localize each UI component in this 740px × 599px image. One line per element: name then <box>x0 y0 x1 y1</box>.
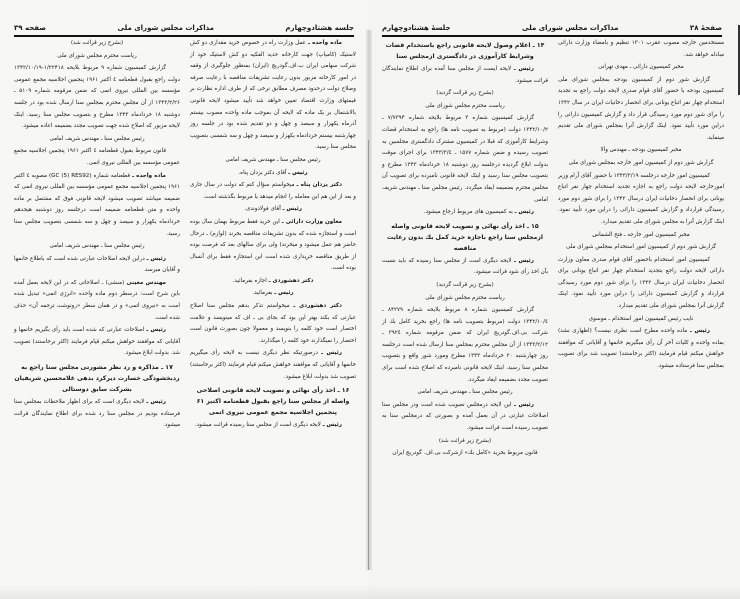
left-page <box>0 0 368 599</box>
speaker-paragraph <box>382 207 548 219</box>
speaker-paragraph <box>14 254 180 277</box>
speaker-name: ماده واحده ـ <box>132 172 166 179</box>
speech-text: به کمیسیون های مربوط ارجاع میشود. <box>423 209 513 216</box>
speech-text: لایحه دیگری است از مجلس سنا رسیده قرائت میشود. <box>194 422 321 429</box>
report-paragraph: گزارش کمیسیون شماره ۳ مربوط بلایحه شماره ۷/۷۳۹۴ ـ ۱۳۴۲/۱۰/۲ دولت (مربوط به تصویب نامه ها) راجع به استخدام قضات وشرایط کارآموزی که قبلا در کمیسیون مشترک دادگستری مجلسین به تصویب رسیده و ضمن شماره ۱۵۷۷ ـ ۱۳۴۳/۳/٤ برای اجرای موقت بدولت ابلاغ گردیده درجلسه روز دوشنبه ۱۸ خردادماه ۱۳۴۳ مطرح و بتصویب مجلس سنا رسید و اینک لایحه قانونی نامبرده برای تصویب آن مجلس محترم بضمیمه ایفاد میگردد. رئیس مجلس سنا ـ مهندس شریف امامی <box>382 115 548 203</box>
speaker-paragraph <box>14 397 180 432</box>
speech-text: میخواستم سؤال کنم که دولت در سال جاری و بعد از این هم این معامله را انجام میدهد یا مربوط بگذشته است. <box>190 182 356 200</box>
centered-line: ریاست محترم مجلس شورای ملی <box>425 294 505 301</box>
centered-line: (بشرح زیر قرائت شد) <box>438 437 492 444</box>
centered-line: مخبر کمیسیون امور خارجه ـ فتح الشماس <box>592 231 690 238</box>
centered-line: ریاست محترم مجلس شورای ملی <box>57 52 137 59</box>
scan-bottom-shadow <box>0 585 740 599</box>
centered-line: گزارش شور دوم از کمیسیون امور استخدام بمجلس شورای ملی <box>565 244 717 251</box>
speech-text: این خرید فقط مربوط بهمان سال بوده است و استجازه شده که بدون تشریفات مناقصه بخرند (لوازم) ـ درحال حاضر هم عمل میشود و میخرند) ولی برای سالهای بعد که فرصت بوده از طریق مناقصه خریداری شده است این استجازه فقط برای آنسال بوده است. <box>190 218 356 272</box>
speaker-name: رئیس ـ <box>689 328 710 335</box>
centered-line: رئیس مجلس سنا ـ مهندس شریف امامی <box>49 135 145 142</box>
right-page-number: صفحهٔ ۳۸ <box>689 24 722 32</box>
speaker-name: دکتر دهشوردی ـ <box>293 303 343 310</box>
right-page-header <box>382 20 722 37</box>
centered-line: گزارش شور دوم از کمیسیون امور خارجه بمجلس شورای ملی <box>568 159 714 166</box>
centered-line: نایب رئیس کمیسیون امور استخدام ـ موسوی <box>588 315 694 322</box>
right-page <box>372 0 740 599</box>
speaker-name: رئیس ـ <box>288 169 308 176</box>
speaker-name: رئیس ـ <box>513 257 535 264</box>
centered-line: (بشرح زیر قرائت گردید) <box>436 90 494 97</box>
right-running-title: مذاکرات مجلس شورای ملی <box>522 24 619 32</box>
speaker-paragraph <box>190 204 356 216</box>
speech-text: این لایحه درمجلس تصویب شده است ودر مجلس سنا اصلاحات عبارتی در آن بعمل آمده و بصورتی که درمجلس سنا به تصویب رسیده است قرائت میشود. <box>382 401 548 432</box>
speaker-name: رئیس ـ <box>146 327 167 334</box>
speaker-paragraph <box>190 420 356 432</box>
centered-line: ریاست محترم مجلس شورای ملی <box>425 102 505 109</box>
left-page-col-right <box>190 38 356 578</box>
centered-line: (بشرح زیر قرائت شد) <box>70 40 124 46</box>
speech-text: اصلاحات عبارتی که شده است باید رأی بگیریم خانمها و آقایانی که موافقند خواهش میکنم قیام فرمایند (اکثر برخاستند) تصویب شد. بدولت ابلاغ میشود. <box>14 327 180 357</box>
report-paragraph: گزارش کمیسیون شماره ۸ مربوط بلایحه شماره ۸۴۲۷۹ ـ ۱۳۴۲/۱۰/٤ دولت (مربوط بتصویب نامه ها) راجع بخرید کامل بك از شرکت بی.اف.گودریچ ایران که ضمن مرقومه شماره ۳۹۲٤ ـ ۱۳۴۳/۲/۱۲ از آن مجلس محترم بمجلس سنا ارسال شده است درجلسه روز چهارشنبه ۲۰ خردادماه ۱۳۴۳ مطرح ومورد شور واقع و بتصویب مجلس سنا رسید. اینک لایحه قانونی نامبرده که اصلاح شده است برای تصویب مجدد بضمیمه ایفاد میگردد. <box>382 307 548 383</box>
right-page-col-right <box>558 38 724 578</box>
speaker-name: دکتر یزدان پناه ـ <box>296 182 343 189</box>
speaker-paragraph <box>14 278 180 324</box>
right-page-columns <box>380 38 724 578</box>
speech-text: آقای دکتر یزدان پناه. <box>238 169 287 176</box>
speaker-name: رئیس ـ <box>274 290 294 297</box>
speaker-paragraph <box>14 325 180 360</box>
speaker-paragraph <box>190 276 356 288</box>
report-paragraph: گزارش شور دوم از کمیسیون بودجه بمجلس شورای ملی کمیسیون بودجه با حضور آقای قوام صدری لایحه دولت راجع به تجدید استخدام چهار نفر اتباع یونانی برای انحصار دخانیات ایران در سال ۱۳۴۲ را برای شور دوم مورد رسیدگی قرار داد و گزارش کمیسیون دارائی را دراین مورد تأیید نمود. اینک گزارش آنرا بمجلس شورای ملی تقدیم مینماید. <box>558 76 724 141</box>
speaker-paragraph <box>382 400 548 435</box>
speaker-paragraph <box>190 38 356 154</box>
agenda-heading: ۱۶ ـ اخذ رأی نهائی و تصویب لایحه قانونی اصلاحی واصله از مجلس سنا راجع بقبول قطعنامه اکتبر ۶۱ پنجمین اجلاسیه مجمع عمومی نیروی اتمی <box>196 387 350 417</box>
speech-text: عمل وزارت راه در خصوص خرید مقداری دو کش لاستیک (کامیاپ) جهت کارخانه حدید الفکیه دو کش لاستیک خود از شرکت سهامی ایران ب.اف.گودریچ (ایران) بمنظور جلوگیری از وقفه در امور کارخانه مزبور بدون رعایت تشریفات مناقصه با رعایت صرفه وصلاح دولت درحدود مصرف مطابق نرخی که از طرف اداره نظارت بر قیمتهای وزارت اقتصاد تعیین خواهد شد تأیید میشود لایحه قانونی بالاشتمال بر یک ماده که لایحه آن بموجب ماده واحده مصوب بیستم آذرماه یکهزار و سیصد و چهل و دو تقدیم شده بود در جلسه روز چهارشنبه بیستم خردادماه یکهزار و سیصد و چهل و سه شمسی بتصویب مجلس سنا رسید. <box>190 40 356 151</box>
speech-text: دراین لایحه اصلاحات عبارتی شده است که باطلاع خانمها و آقایان میرسد. <box>14 255 180 274</box>
speaker-paragraph <box>382 64 548 87</box>
right-page-col-left <box>382 38 548 578</box>
report-paragraph: کمیسیون امور خارجه درجلسه ۱۳۴۳/۳/۱۹ با حضور آقای آرام وزیر امورخارجه لایحه دولت راجع به اجازه تجدید استخدام چهار نفر اتباع یونانی برای انحصار دخانیات ایران درسال ۱۳۴۲ را برای شور دوم مورد رسیدگی قرارداد و گزارش کمیسیون دارائی را دراین مورد تأیید نمود. اینک گزارش آنرا به مجلس شورای ملی تقدیم میدارد. <box>558 172 724 225</box>
report-paragraph: گزارش کمیسیون شماره ۹ مربوط بلایحه ۱/۲۲۴۱۸-۱۳۴۲/۱۰/۱۹ دولت راجع بقبول قطعنامه ٤ اکتبر ۱۹۶۱ پنجمین اجلاسیه مجمع عمومی مؤسسه بین المللی نیروی اتمی که ضمن مرقومه شماره ۵۱۰۹ ـ ۱۳۴۳/۲/۲۶ از آن مجلس محترم بمجلس سنا ارسال شده بود در جلسه دوشنبه ۱۸ خردادماه ۱۳۴۳ مطرح و بتصویب مجلس سنا رسید. اینک لایحه مزبور که اصلاح شده جهت تصویب مجدد بضمیمه اعاده میشود. <box>14 65 180 130</box>
speaker-paragraph <box>382 256 548 279</box>
speaker-paragraph <box>190 348 356 383</box>
speaker-name: رئیس ـ <box>146 255 167 262</box>
speaker-paragraph <box>190 217 356 275</box>
speaker-name: رئیس ـ <box>513 66 534 72</box>
speaker-name: رئیس ـ <box>282 206 302 213</box>
speech-text: لایحه دیگری است که برای اظهار ملاحظات بمجلس سنا فرستاده بودیم در مجلس سنا رد شده برای اطلاع نمایندگان قرائت میشود. <box>14 399 180 429</box>
left-page-header <box>14 20 354 37</box>
centered-line: رئیس مجلس سنا ـ مهندس شریف امامی <box>417 389 513 396</box>
speech-text: درصورتیکه نظر دیگری نیست به لایحه رأی میگیریم خانمها و آقایانی که موافقند خواهش میکنم قیام فرمایند (اکثر برخاستند) تصویب شد بدولت ابلاغ میشود. <box>190 350 356 380</box>
speech-text: لایحه دیگری است از مجلس سنا رسیده که باید نسبت بآن اخذ رأی شود قرائت میشود. <box>382 257 548 276</box>
speech-text: (منشی) ـ اصلاحاتی که در این لایحه بعمل آمده باین شرح است: درسطر دوم ماده واحده «انرژی اتمی» تبدیل شده است به «نیروی اتمی» و در همان سطر «رونوشت ترجمه آن» حذف شده است. <box>14 279 180 321</box>
agenda-heading: ۱۴ ـ اعلام وصول لایحه قانونی راجع باستخدام قضات وشرایط کارآموزی در دادگستری ازمجلس سنا <box>385 42 545 60</box>
body-paragraph: مستخدمین خارجه مصوب عقرب ۱۳۰۱ تنظیم و بامضاء وزارت دارائی مبادله خواهد شد. <box>558 40 724 58</box>
speaker-paragraph <box>190 301 356 347</box>
speech-text: ماده واحده مطرح است نظری نیست؟ (اظهاری نشد) بماده واحده و کلیات آخر آن رأی میگیریم خانمها و آقایانی که موافقند خواهش میکنم قیام فرمایند (اکثر برخاستند) تصویب شد برای تصویب بمجلس سنا فرستاده میشود. <box>558 328 724 370</box>
left-session-label: جلسه هشتادوچهارم <box>285 24 354 32</box>
right-session-label: جلسهٔ هشتادوچهارم <box>382 24 451 32</box>
speech-text: اجازه بفرمائید. <box>232 277 267 284</box>
speaker-name: رئیس ـ <box>321 350 343 357</box>
speaker-paragraph <box>558 326 724 372</box>
centered-line: (بشرح زیر قرائت گردید) <box>436 281 494 288</box>
speech-text: آقای فولادوندی. <box>244 206 281 213</box>
left-page-col-left <box>14 38 180 578</box>
speech-text: قطعنامه شماره (GC (5) RES92) مصوبه ٤ اکتبر ۱۹۶۱ پنجمین اجلاسیه مجمع عمومی مؤسسه بین المللی نیروی اتمی که ضمیمه میباشد تصویب میشود لایحه قانونی فوق که مشتمل بر ماده واحده و متن قطعنامه ضمیمه است درجلسه روز دوشنبه هیجدهم خردادماه یکهزار و سیصد و چهل و سه شمسی بتصویب مجلس سنا رسید. <box>14 172 180 237</box>
speaker-name: رئیس ـ <box>322 422 342 429</box>
speaker-name: رئیس ـ <box>514 209 534 216</box>
speaker-name: دکتر دهشوردی ـ <box>268 277 314 284</box>
speaker-name: رئیس ـ <box>146 399 167 406</box>
left-page-number: صفحه ۳۹ <box>14 24 47 32</box>
speaker-paragraph <box>190 288 356 300</box>
report-paragraph: قانون مربوط بقبول قطعنامه ٤ اکتبر ۱۹۶۱ پنجمین اجلاسیه مجمع عمومی مؤسسه بین المللی نیروی اتمی. <box>14 148 180 166</box>
speaker-name: ماده واحده ـ <box>307 40 342 46</box>
speech-text: لایحه ایست از مجلس سنا آمده برای اطلاع نمایندگان قرائت میشود. <box>382 66 548 84</box>
gutter-shadow-line <box>368 140 369 570</box>
speaker-paragraph <box>190 180 356 203</box>
centered-line: رئیس مجلس سنا ـ مهندس شریف امامی <box>225 156 321 163</box>
report-paragraph: کمیسیون امور استخدام باحضور آقای قوام صدری معاون وزارت دارائی لایحه دولت راجع بتجدید استخدام چهار نفر اتباع یونانی برای انحصار دخانیات ایران درسال ۱۳۴۲ را برای شور دوم مورد رسیدگی قرارداد و گزارش کمیسیون دارائی را دراین مورد تأیید نمود. اینک گزارش آنرا بمجلس شورای ملی تقدیم میدارد. <box>558 256 724 310</box>
centered-line: قانون مربوط بخرید «کامل بك» ازشرکت بی.اف. گودریچ ایران <box>392 450 538 457</box>
speaker-name: رئیس ـ <box>513 401 534 408</box>
centered-line: مخبر کمیسیون دارائی ـ مهدی تهرانی <box>598 64 684 71</box>
speaker-paragraph <box>190 168 356 180</box>
speaker-paragraph <box>14 171 180 241</box>
left-page-columns <box>14 38 356 578</box>
left-running-title: مذاکرات مجلس شورای ملی <box>117 24 214 32</box>
speech-text: میخواستم تذکر بدهم مجلس سنا اصلاح عبارتی که بکند بهتر این بود که بجای بی ـ اف که مینویسد و علامت اختصار است خود کلمه را بنویسد و معمولا چون بصورت قانون است اختصار را نمیگذارند خود کلمه را میگذارند. <box>190 303 356 344</box>
agenda-heading: ۱۷ ـ مذاکره و رد نظر مشورتی مجلس سنا راجع به ردبخشودگی خسارت دیرکرد بدهی غلامحسین شریفیان بشرکت سابق دوستالی <box>14 364 180 394</box>
agenda-heading: ۱۵ ـ اخذ رأی نهائی و تصویب لایحه قانونی واصله ازمجلس سنا راجع باجازه خرید کمل بك بدون رعایت مناقصه <box>387 222 543 252</box>
centered-line: مخبر کمیسیون بودجه ـ مهندس والا <box>600 147 682 154</box>
speech-text: بفرمائید. <box>252 290 273 297</box>
speaker-name: مهندس معینی <box>126 279 167 286</box>
centered-line: رئیس مجلس سنا ـ مهندس شریف امامی <box>49 243 145 250</box>
speaker-name: معاون وزارت دارائی ـ <box>281 218 342 225</box>
